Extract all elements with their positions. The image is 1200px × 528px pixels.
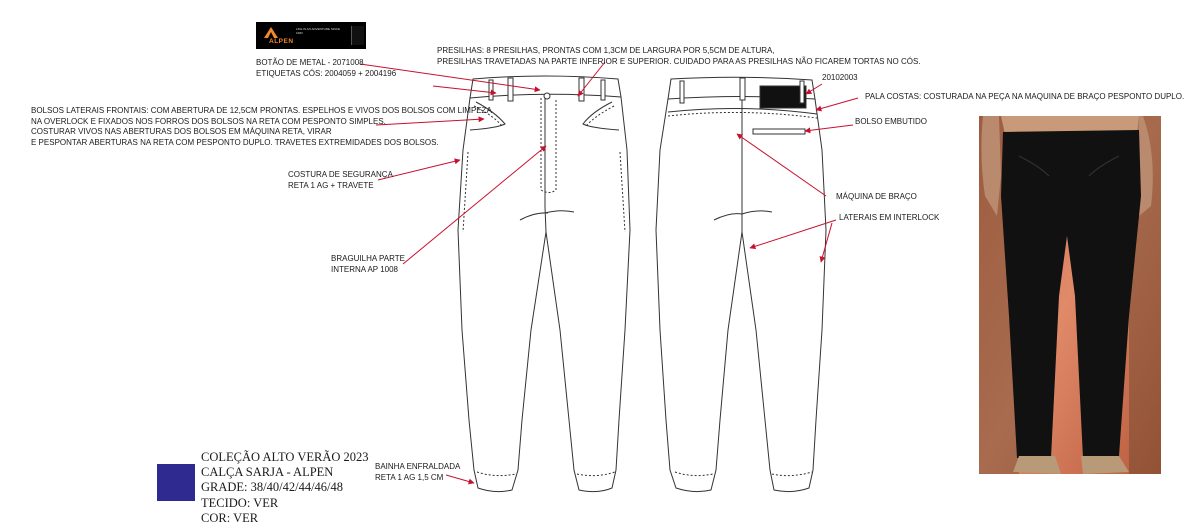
callout-laterais-interlock: LATERAIS EM INTERLOCK [839, 213, 940, 222]
arrow-etiqueta-costas [806, 84, 822, 94]
callout-bolsos-line3: COSTURAR VIVOS NAS ABERTURAS DOS BOLSOS EM MÁQUINA RETA, VIRAR [31, 127, 332, 136]
arrow-bolso-embutido [805, 125, 853, 131]
callout-bolsos-line4: E PESPONTAR ABERTURAS NA RETA COM PESPONTO DUPLO. TRAVETES EXTREMIDADES DOS BOLSOS. [31, 137, 439, 147]
callout-bainha-line2: RETA 1 AG 1,5 CM [375, 472, 444, 482]
callout-botao: BOTÃO DE METAL - 2071008 [256, 58, 364, 67]
callout-botao-etiquetas [256, 58, 396, 79]
info-produto: CALÇA SARJA - ALPEN [201, 465, 334, 480]
arrow-braguilha [403, 146, 546, 264]
callout-bolsos-line1: BOLSOS LATERAIS FRONTAIS: COM ABERTURA DE 12,5CM PRONTAS. ESPELHOS E VIVOS DOS BOLSOS COM LIMPEZA [31, 106, 492, 115]
arrow-maquina-braco [737, 134, 826, 196]
brand-logo-text: ALPEN [269, 38, 294, 45]
callout-etiquetas: ETIQUETAS CÓS: 2004059 + 2004196 [256, 68, 397, 78]
info-tecido: TECIDO: VER [201, 495, 279, 510]
callout-braguilha [331, 254, 405, 275]
product-info-block [201, 450, 369, 526]
callout-bolsos-laterais [31, 106, 492, 148]
callout-bainha-line1: BAINHA ENFRALDADA [375, 462, 461, 471]
model-photo [979, 116, 1161, 474]
callout-code: 20102003 [822, 73, 858, 82]
callout-costura-seguranca [288, 170, 393, 191]
callout-presilhas [437, 46, 921, 67]
arrow-pala [816, 98, 858, 110]
arrow-laterais-inner [750, 220, 836, 248]
callout-bolsos-line2: NA OVERLOCK E FIXADOS NOS FORROS DOS BOLSOS NA RETA COM PESPONTO SIMPLES. [31, 116, 386, 126]
arrow-etiqueta [433, 86, 496, 93]
callout-braguilha-line1: BRAGUILHA PARTE [331, 254, 405, 263]
callout-costura-line1: COSTURA DE SEGURANÇA [288, 170, 393, 179]
callout-bainha [375, 462, 460, 483]
brand-tagline: LIFE IS AN ADVENTURE SINCE 1983 [296, 27, 341, 35]
fabric-color-swatch [157, 464, 195, 501]
info-cor: COR: VER [201, 510, 259, 525]
callout-bolso-embutido: BOLSO EMBUTIDO [855, 117, 928, 126]
callout-costura-line2: RETA 1 AG + TRAVETE [288, 180, 374, 190]
callout-presilhas-line1: PRESILHAS: 8 PRESILHAS, PRONTAS COM 1,3CM DE LARGURA POR 5,5CM DE ALTURA, [437, 46, 775, 55]
arrow-presilhas [578, 62, 605, 96]
label-end-tab [351, 26, 364, 45]
info-colecao: COLEÇÃO ALTO VERÃO 2023 [201, 450, 369, 464]
arrow-laterais-outer [821, 223, 832, 262]
callout-maquina-braco: MÁQUINA DE BRAÇO [836, 192, 917, 201]
callout-presilhas-line2: PRESILHAS TRAVETADAS NA PARTE INFERIOR E SUPERIOR. CUIDADO PARA AS PRESILHAS NÃO FICAREM TORTAS NO CÓS. [437, 56, 921, 66]
model-wearing-pants-image [979, 116, 1161, 474]
callout-pala-costas: PALA COSTAS: COSTURADA NA PEÇA NA MAQUINA DE BRAÇO PESPONTO DUPLO. [865, 92, 1185, 101]
callout-braguilha-line2: INTERNA AP 1008 [331, 264, 398, 274]
info-grade: GRADE: 38/40/42/44/46/48 [201, 480, 344, 495]
brand-logo-label [256, 22, 366, 49]
